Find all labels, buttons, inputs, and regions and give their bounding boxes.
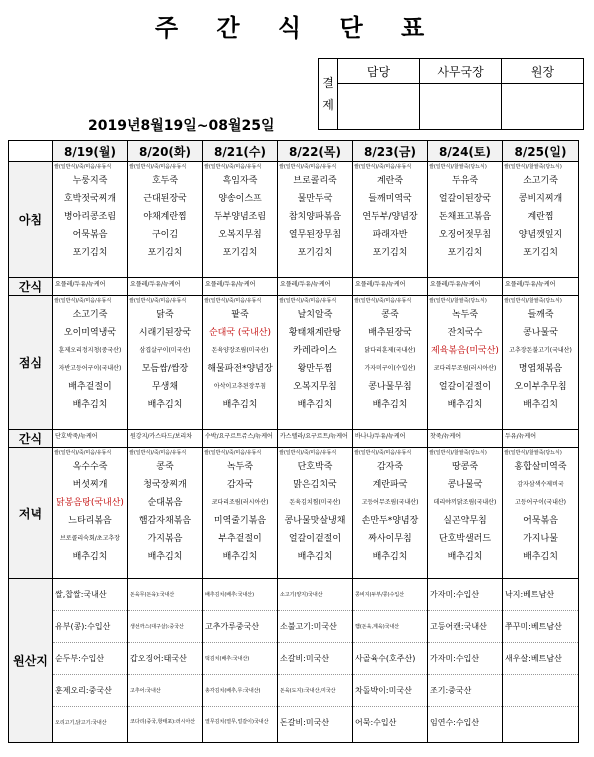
lunch-cell — [428, 296, 503, 430]
snack2-cell — [353, 430, 428, 448]
menu-item: 코다리무조림(러시아산) — [433, 365, 497, 372]
lunch-cell — [128, 296, 203, 430]
menu-item: 감자죽 — [376, 462, 404, 472]
lunch-cell — [503, 296, 579, 430]
origin-entry: 햄(돈육,계육)국내산 — [353, 611, 427, 643]
meal-type-note: 쌀(일반식)/찰쌀죽(당뇨식) — [504, 450, 562, 456]
snack-item: 바나나/두유/뉴케어 — [355, 433, 406, 440]
meal-type-note: 쌀(일반식)/죽/미음/유동식 — [129, 298, 187, 304]
menu-item: 고추장돈불고기(국내산) — [509, 347, 572, 354]
menu-item: 배추김치 — [222, 400, 258, 410]
menu-item: 잔치국수 — [447, 328, 483, 338]
origin-cell — [53, 579, 128, 743]
menu-item: 계란죽 — [376, 176, 404, 186]
menu-item: 카레라이스 — [293, 346, 337, 356]
menu-item: 고등어구이(국내산) — [514, 499, 567, 506]
dinner-cell — [128, 448, 203, 579]
dinner-cell — [428, 448, 503, 579]
menu-item: 청국장찌개 — [143, 480, 187, 490]
meal-type-note: 쌀(일반식)/찰쌀죽(당뇨식) — [504, 298, 562, 304]
meal-type-note: 쌀(일반식)/찰쌀죽(당뇨식) — [429, 164, 487, 170]
snack1-cell — [353, 278, 428, 296]
breakfast-cell — [353, 162, 428, 278]
origin-entry: 갑오징어:태국산 — [128, 643, 202, 675]
menu-item: 포기김치 — [72, 248, 108, 258]
lunch-cell — [53, 296, 128, 430]
menu-item: 계란파국 — [372, 480, 408, 490]
menu-item: 돈육김치찜(미국산) — [289, 499, 341, 506]
menu-item: 가지나물 — [523, 534, 558, 544]
snack-item: 수박/요구르트쥬스/뉴케어 — [205, 433, 273, 440]
menu-item: 포기김치 — [297, 248, 333, 258]
menu-item: 흑임자죽 — [222, 176, 258, 186]
menu-item: 시래기된장국 — [138, 328, 192, 338]
origin-entry: 고등어캔:국내산 — [428, 611, 502, 643]
menu-item: 콩죽 — [381, 310, 399, 320]
menu-item: 녹두죽 — [226, 462, 254, 472]
origin-entry: 어묵:수입산 — [355, 718, 397, 727]
dinner-menu — [278, 448, 352, 578]
menu-item: 부추겉절이 — [218, 534, 262, 544]
meal-type-note: 쌀(일반식)/죽/미음/유동식 — [54, 164, 112, 170]
origin-entry — [503, 675, 578, 707]
menu-item: 배추김치 — [447, 552, 483, 562]
menu-item: 배추김치 — [297, 552, 333, 562]
menu-item: 두유죽 — [451, 176, 479, 186]
day-header: 8/21(수) — [203, 141, 278, 162]
meal-type-note: 쌀(일반식)/죽/미음/유동식 — [279, 164, 337, 170]
approval-header-manager: 담당 — [338, 59, 420, 84]
breakfast-cell — [128, 162, 203, 278]
lunch-menu — [53, 296, 127, 429]
menu-item: 자반고등어구이(국내산) — [58, 365, 122, 372]
snack-item: 요플레/두유/뉴케어 — [280, 281, 331, 288]
day-header: 8/25(일) — [503, 141, 579, 162]
menu-item: 포기김치 — [147, 248, 183, 258]
menu-item: 파래자반 — [372, 230, 408, 240]
menu-item: 닭봉음탕(국내산) — [56, 498, 124, 508]
menu-item: 양념깻잎지 — [518, 230, 563, 240]
menu-item: 콩나물무침 — [368, 382, 412, 392]
menu-item: 포기김치 — [523, 248, 558, 258]
snack1-cell — [428, 278, 503, 296]
menu-item: 해물파전*양념장 — [207, 364, 273, 374]
menu-item: 배추김치 — [297, 400, 333, 410]
breakfast-menu — [278, 162, 352, 277]
menu-item: 콩비지찌개 — [518, 194, 563, 204]
snack-item: 카스텔라/요구르트/뉴케어 — [280, 433, 348, 440]
menu-item: 돈채표고볶음 — [438, 212, 492, 222]
menu-item: 무생채 — [151, 382, 179, 392]
origin-list — [203, 579, 277, 738]
menu-item: 얼갈이된장국 — [438, 194, 492, 204]
category-lunch: 점심 — [9, 296, 53, 430]
origin-list — [353, 579, 427, 738]
menu-item: 배추김치 — [72, 400, 108, 410]
breakfast-menu — [503, 162, 578, 277]
approval-box — [318, 58, 584, 130]
menu-item: 배추겉절이 — [68, 382, 112, 392]
snack-item: 두유/뉴케어 — [505, 433, 537, 440]
menu-item: 미역줄기볶음 — [213, 516, 267, 526]
menu-item: 감자삼색수제비국 — [517, 481, 564, 488]
menu-table — [8, 140, 579, 743]
approval-label: 결 제 — [319, 59, 338, 130]
approval-sign-manager — [338, 84, 420, 130]
meal-type-note: 쌀(일반식)/죽/미음/유동식 — [204, 298, 262, 304]
menu-item: 배추김치 — [523, 400, 558, 410]
menu-item: 짜사이무침 — [368, 534, 412, 544]
origin-cell — [203, 579, 278, 743]
menu-item: 데리야끼닭조림(국내산) — [433, 499, 497, 506]
menu-item: 황태채계란탕 — [288, 328, 342, 338]
category-origin: 원산지 — [9, 579, 53, 743]
menu-item: 고등어무조림(국내산) — [361, 499, 419, 506]
origin-list — [278, 579, 352, 738]
date-range: 2019년8월19일~08월25일 — [88, 118, 275, 134]
menu-item: 두부양념조림 — [213, 212, 267, 222]
origin-entry: 돈육(도지):국내산,미국산 — [278, 675, 352, 707]
menu-item: 열무된장무침 — [288, 230, 342, 240]
meal-type-note: 쌀(일반식)/죽/미음/유동식 — [129, 164, 187, 170]
menu-item: 포기김치 — [447, 248, 483, 258]
snack-item: 요플레/두유/뉴케어 — [355, 281, 406, 288]
origin-entry: 오리고기,닭고기:국내산 — [55, 720, 107, 726]
menu-item: 야채계란찜 — [143, 212, 187, 222]
menu-item: 배추김치 — [447, 400, 483, 410]
origin-list — [428, 579, 502, 738]
meal-type-note: 쌀(일반식)/죽/미음/유동식 — [279, 298, 337, 304]
menu-item: 근대된장국 — [143, 194, 187, 204]
snack1-cell — [278, 278, 353, 296]
menu-item: 코다리조림(러시아산) — [211, 499, 269, 506]
menu-item: 배추김치 — [372, 400, 408, 410]
origin-entry: 차돌박이:미국산 — [353, 675, 427, 707]
menu-item: 콩나물국 — [523, 328, 558, 338]
origin-entry: 임연수:수입산 — [430, 718, 480, 727]
menu-item: 옥수수죽 — [72, 462, 108, 472]
approval-sign-director — [502, 84, 584, 130]
snack1-cell — [128, 278, 203, 296]
menu-item: 참치양파볶음 — [288, 212, 342, 222]
menu-item: 가지볶음 — [147, 534, 183, 544]
meal-type-note: 쌀(일반식)/죽/미음/유동식 — [129, 450, 187, 456]
snack2-cell — [428, 430, 503, 448]
origin-entry: 고추어:국내산 — [128, 675, 202, 707]
snack1-cell — [203, 278, 278, 296]
menu-item: 왕만두찜 — [297, 364, 333, 374]
day-header: 8/22(목) — [278, 141, 353, 162]
origin-entry: 가자미:수입산 — [428, 579, 502, 611]
day-header: 8/24(토) — [428, 141, 503, 162]
menu-item: 훈제오리정지청(중국산) — [58, 347, 122, 354]
menu-item: 오복지무침 — [293, 382, 337, 392]
menu-item: 소고기죽 — [72, 310, 108, 320]
origin-entry: 순두부:수입산 — [53, 643, 127, 675]
approval-header-director: 원장 — [502, 59, 584, 84]
lunch-cell — [278, 296, 353, 430]
origin-entry: 떡김치(배추:국내산) — [203, 643, 277, 675]
menu-item: 소고기죽 — [523, 176, 558, 186]
menu-item: 느타리볶음 — [68, 516, 112, 526]
origin-entry: 생선까스(대구살):중국산 — [128, 611, 202, 643]
lunch-menu — [203, 296, 277, 429]
dinner-menu — [53, 448, 127, 578]
origin-cell — [128, 579, 203, 743]
meal-type-note: 쌀(일반식)/죽/미음/유동식 — [279, 450, 337, 456]
origin-entry: 열무김치(열무,얼갈이)국내산 — [205, 719, 269, 725]
meal-type-note: 쌀(일반식)/죽/미음/유동식 — [54, 298, 112, 304]
meal-type-note: 쌀(일반식)/찰쌀죽(당뇨식) — [429, 450, 487, 456]
lunch-menu — [428, 296, 502, 429]
breakfast-menu — [128, 162, 202, 277]
menu-item: 병아리콩조림 — [63, 212, 117, 222]
meal-type-note: 쌀(일반식)/죽/미음/유동식 — [204, 164, 262, 170]
dinner-cell — [53, 448, 128, 579]
origin-entry: 소갈비:미국산 — [278, 643, 352, 675]
menu-item: 단호박죽 — [297, 462, 333, 472]
page-title: 주 간 식 단 표 — [154, 14, 440, 42]
menu-item: 오복지무침 — [218, 230, 262, 240]
menu-item: 배추김치 — [372, 552, 408, 562]
menu-item: 콩죽 — [156, 462, 174, 472]
corner-cell — [9, 141, 53, 162]
menu-item: 포기김치 — [222, 248, 258, 258]
snack-item: 요플레/두유/뉴케어 — [205, 281, 256, 288]
menu-item: 땅콩죽 — [451, 462, 479, 472]
origin-entry: 소불고기:미국산 — [278, 611, 352, 643]
menu-item: 단호박샐러드 — [438, 534, 492, 544]
origin-entry: 쌀,찹쌀:국내산 — [53, 579, 127, 611]
menu-item: 브로콜리죽 — [293, 176, 337, 186]
origin-entry: 총각김치(배추,무:국내산) — [203, 675, 277, 707]
origin-entry — [503, 707, 578, 738]
dinner-menu — [503, 448, 578, 578]
breakfast-menu — [353, 162, 427, 277]
category-breakfast: 아침 — [9, 162, 53, 278]
category-snack-am: 간식 — [9, 278, 53, 296]
day-header: 8/19(월) — [53, 141, 128, 162]
origin-entry: 배추김치(배추:국내산) — [203, 579, 277, 611]
dinner-cell — [503, 448, 579, 579]
dinner-menu — [203, 448, 277, 578]
meal-type-note: 쌀(일반식)/죽/미음/유동식 — [54, 450, 112, 456]
day-header: 8/20(화) — [128, 141, 203, 162]
menu-item: 순대볶음 — [147, 498, 183, 508]
menu-item: 배추김치 — [147, 400, 183, 410]
snack-item: 요플레/두유/뉴케어 — [505, 281, 556, 288]
snack-item: 원강지/카스타드/보리차 — [130, 433, 193, 440]
menu-item: 제육볶음(미국산) — [431, 346, 499, 356]
snack1-cell — [53, 278, 128, 296]
dinner-cell — [278, 448, 353, 579]
menu-item: 들깨죽 — [527, 310, 554, 320]
menu-item: 손만두*양념장 — [361, 516, 419, 526]
menu-item: 날치알죽 — [297, 310, 333, 320]
meal-type-note: 쌀(일반식)/죽/미음/유동식 — [204, 450, 262, 456]
breakfast-cell — [53, 162, 128, 278]
menu-item: 삼겹살구이(미국산) — [139, 347, 191, 354]
origin-entry: 돈갈비:미국산 — [280, 718, 330, 727]
menu-item: 팥죽 — [231, 310, 249, 320]
snack1-cell — [503, 278, 579, 296]
menu-item: 오징어젓무침 — [438, 230, 492, 240]
menu-item: 콩나물맛살냉채 — [284, 516, 346, 526]
category-dinner: 저녁 — [9, 448, 53, 579]
origin-list — [128, 579, 202, 738]
menu-item: 물만두국 — [297, 194, 333, 204]
menu-item: 누룽지죽 — [72, 176, 108, 186]
snack2-cell — [53, 430, 128, 448]
breakfast-menu — [53, 162, 127, 277]
origin-entry: 가자미:수입산 — [428, 643, 502, 675]
approval-sign-secretary — [420, 84, 502, 130]
origin-entry: 훈제오리:중국산 — [53, 675, 127, 707]
menu-item: 배추김치 — [72, 552, 108, 562]
meal-type-note: 쌀(일반식)/죽/미음/유동식 — [354, 298, 412, 304]
breakfast-cell — [203, 162, 278, 278]
origin-entry: 콩비지(두부/콩)수입산 — [353, 579, 427, 611]
meal-type-note: 쌀(일반식)/죽/미음/유동식 — [354, 164, 412, 170]
dinner-menu — [128, 448, 202, 578]
menu-item: 명엽채볶음 — [518, 364, 563, 374]
origin-cell — [278, 579, 353, 743]
menu-item: 양송이스프 — [218, 194, 262, 204]
breakfast-cell — [503, 162, 579, 278]
dinner-cell — [203, 448, 278, 579]
menu-item: 닭다리훈제(국내산) — [364, 347, 416, 354]
snack-item: 단호박죽/뉴케어 — [55, 433, 98, 440]
snack2-cell — [503, 430, 579, 448]
lunch-menu — [503, 296, 578, 429]
origin-entry: 조기:중국산 — [428, 675, 502, 707]
dinner-cell — [353, 448, 428, 579]
menu-item: 모듬쌈/쌈장 — [141, 364, 189, 374]
menu-item: 돈육양장조림(미국산) — [211, 347, 269, 354]
menu-item: 어묵볶음 — [523, 516, 558, 526]
origin-cell — [428, 579, 503, 743]
menu-item: 얼갈이겉절이 — [288, 534, 342, 544]
category-snack-pm: 간식 — [9, 430, 53, 448]
origin-list — [53, 579, 127, 738]
origin-entry: 코다리(중국,항태포):러시아산 — [130, 719, 196, 725]
origin-list — [503, 579, 578, 738]
menu-item: 호박젓국찌개 — [63, 194, 117, 204]
menu-item: 녹두죽 — [451, 310, 479, 320]
menu-item: 가자미구이(수입산) — [364, 365, 416, 372]
dinner-menu — [428, 448, 502, 578]
origin-entry: 낙지:베트남산 — [503, 579, 578, 611]
menu-item: 오이부추무침 — [514, 382, 567, 392]
menu-item: 구이김 — [151, 230, 179, 240]
origin-entry: 돈육무(돈육):국내산 — [128, 579, 202, 611]
menu-item: 홍합살미역죽 — [514, 462, 567, 472]
menu-item: 계란찜 — [527, 212, 554, 222]
menu-item: 실곤약무침 — [443, 516, 487, 526]
lunch-cell — [203, 296, 278, 430]
menu-item: 배추김치 — [523, 552, 558, 562]
menu-item: 배추된장국 — [368, 328, 412, 338]
menu-item: 포기김치 — [372, 248, 408, 258]
menu-item: 배추김치 — [147, 552, 183, 562]
menu-item: 버섯찌개 — [72, 480, 108, 490]
origin-entry: 고추가루중국산 — [203, 611, 277, 643]
menu-item: 들깨미역국 — [368, 194, 412, 204]
origin-entry: 쭈꾸미:베트남산 — [503, 611, 578, 643]
menu-item: 햄감자채볶음 — [138, 516, 192, 526]
approval-header-secretary: 사무국장 — [420, 59, 502, 84]
menu-item: 순대국 (국내산) — [208, 328, 272, 338]
menu-item: 아삭이고추된장무침 — [213, 383, 267, 390]
breakfast-cell — [428, 162, 503, 278]
breakfast-menu — [203, 162, 277, 277]
menu-item: 맑은김치국 — [293, 480, 337, 490]
menu-item: 감자국 — [226, 480, 254, 490]
day-header: 8/23(금) — [353, 141, 428, 162]
menu-item: 콩나물국 — [447, 480, 483, 490]
lunch-menu — [278, 296, 352, 429]
meal-type-note: 쌀(일반식)/찰쌀죽(당뇨식) — [504, 164, 562, 170]
origin-cell — [353, 579, 428, 743]
menu-item: 닭죽 — [156, 310, 174, 320]
menu-item: 브로콜리숙회/초고추장 — [60, 535, 120, 542]
menu-item: 어묵볶음 — [72, 230, 108, 240]
origin-entry: 유부(콩):수입산 — [53, 611, 127, 643]
meal-type-note: 쌀(일반식)/죽/미음/유동식 — [354, 450, 412, 456]
snack-item: 요플레/두유/뉴케어 — [55, 281, 106, 288]
origin-entry: 소고기(양지)국내산 — [278, 579, 352, 611]
breakfast-menu — [428, 162, 502, 277]
snack2-cell — [128, 430, 203, 448]
snack-item: 찻죽/뉴케어 — [430, 433, 462, 440]
dinner-menu — [353, 448, 427, 578]
snack-item: 요플레/두유/뉴케어 — [130, 281, 181, 288]
menu-item: 배추김치 — [222, 552, 258, 562]
menu-item: 얼갈이겉절이 — [438, 382, 492, 392]
snack2-cell — [278, 430, 353, 448]
lunch-menu — [353, 296, 427, 429]
menu-item: 연두부/양념장 — [362, 212, 418, 222]
snack-item: 요플레/두유/뉴케어 — [430, 281, 481, 288]
menu-item: 호두죽 — [151, 176, 179, 186]
origin-cell — [503, 579, 579, 743]
snack2-cell — [203, 430, 278, 448]
meal-type-note: 쌀(일반식)/찰쌀죽(당뇨식) — [429, 298, 487, 304]
origin-entry: 새우살:베트남산 — [503, 643, 578, 675]
lunch-cell — [353, 296, 428, 430]
menu-item: 오이미역냉국 — [63, 328, 117, 338]
lunch-menu — [128, 296, 202, 429]
breakfast-cell — [278, 162, 353, 278]
origin-entry: 사골육수(호주산) — [353, 643, 427, 675]
